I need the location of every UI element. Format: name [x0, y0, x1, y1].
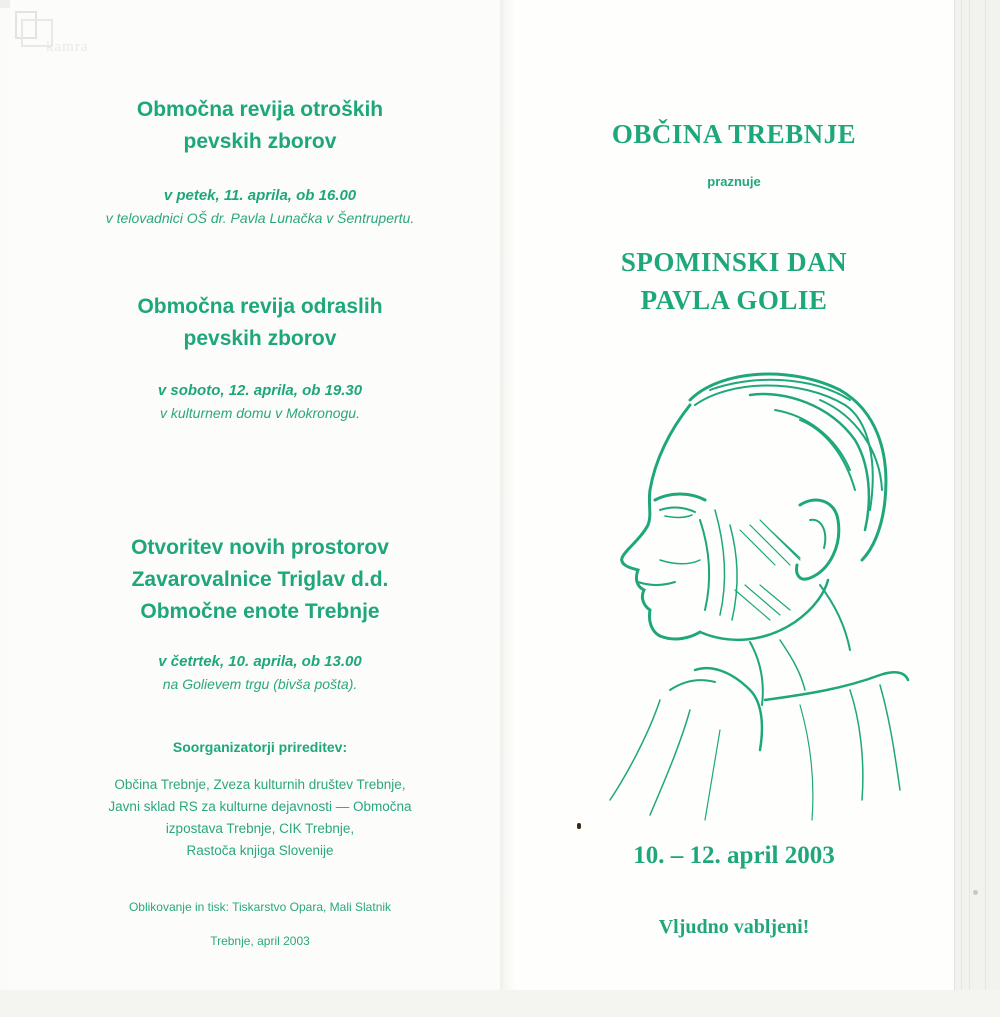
imprint — [10, 898, 510, 916]
celebrates-block — [514, 174, 954, 189]
coorganizer-line: izpostava Trebnje, CIK Trebnje, — [165, 821, 355, 836]
municipality-block — [514, 115, 954, 153]
event-date: v soboto, 12. aprila, ob 19.30 — [157, 382, 363, 399]
event-title-line: Zavarovalnice Triglav d.d. — [131, 568, 389, 591]
page-edge — [954, 0, 1000, 1017]
coorganizers-list — [10, 774, 510, 862]
paper-speck — [973, 890, 978, 895]
event-place: na Golievem trgu (bivša pošta). — [162, 676, 358, 692]
event-1 — [10, 94, 510, 158]
place-date-block — [10, 932, 510, 950]
coorganizers-heading: Soorganizatorji prireditev: — [172, 739, 348, 755]
event-place: v kulturnem domu v Mokronogu. — [160, 405, 360, 421]
portrait-sketch — [600, 360, 910, 830]
coorganizer-line: Rastoča knjiga Slovenije — [186, 843, 334, 858]
event-date: v četrtek, 10. aprila, ob 13.00 — [158, 653, 362, 670]
event-title-line: Območna revija otroških — [136, 98, 384, 121]
celebrates-text: praznuje — [707, 174, 761, 189]
event-3-details — [10, 651, 510, 695]
watermark-text: kamra — [46, 39, 89, 55]
place-date: Trebnje, april 2003 — [210, 934, 310, 948]
main-title-line: SPOMINSKI DAN — [620, 247, 848, 277]
bottom-edge — [0, 990, 1000, 1017]
kamra-watermark — [6, 6, 126, 54]
event-3 — [10, 532, 510, 628]
main-title-block — [514, 243, 954, 319]
date-range: 10. – 12. april 2003 — [633, 842, 835, 869]
event-title-line: Otvoritev novih prostorov — [131, 536, 389, 559]
coorganizer-line: Javni sklad RS za kulturne dejavnosti — Območna — [108, 799, 412, 814]
paper-speck — [577, 823, 581, 829]
design-print-credit: Oblikovanje in tisk: Tiskarstvo Opara, Mali Slatnik — [128, 900, 392, 914]
invitation-block — [514, 916, 954, 939]
event-title-line: pevskih zborov — [183, 130, 337, 153]
main-title-line: PAVLA GOLIE — [640, 285, 828, 315]
event-title-line: pevskih zborov — [183, 327, 337, 350]
coorganizers — [10, 737, 510, 757]
municipality-title: OBČINA TREBNJE — [611, 119, 857, 149]
coorganizer-line: Občina Trebnje, Zveza kulturnih društev Trebnje, — [114, 777, 406, 792]
event-title-line: Območne enote Trebnje — [140, 600, 380, 623]
date-range-block — [514, 842, 954, 870]
event-2-details — [10, 380, 510, 424]
event-title-line: Območna revija odraslih — [137, 295, 383, 318]
event-1-details — [10, 185, 510, 229]
invitation-text: Vljudno vabljeni! — [658, 916, 810, 938]
event-2 — [10, 291, 510, 355]
event-date: v petek, 11. aprila, ob 16.00 — [163, 187, 357, 204]
event-place: v telovadnici OŠ dr. Pavla Lunačka v Šentrupertu. — [105, 210, 415, 226]
